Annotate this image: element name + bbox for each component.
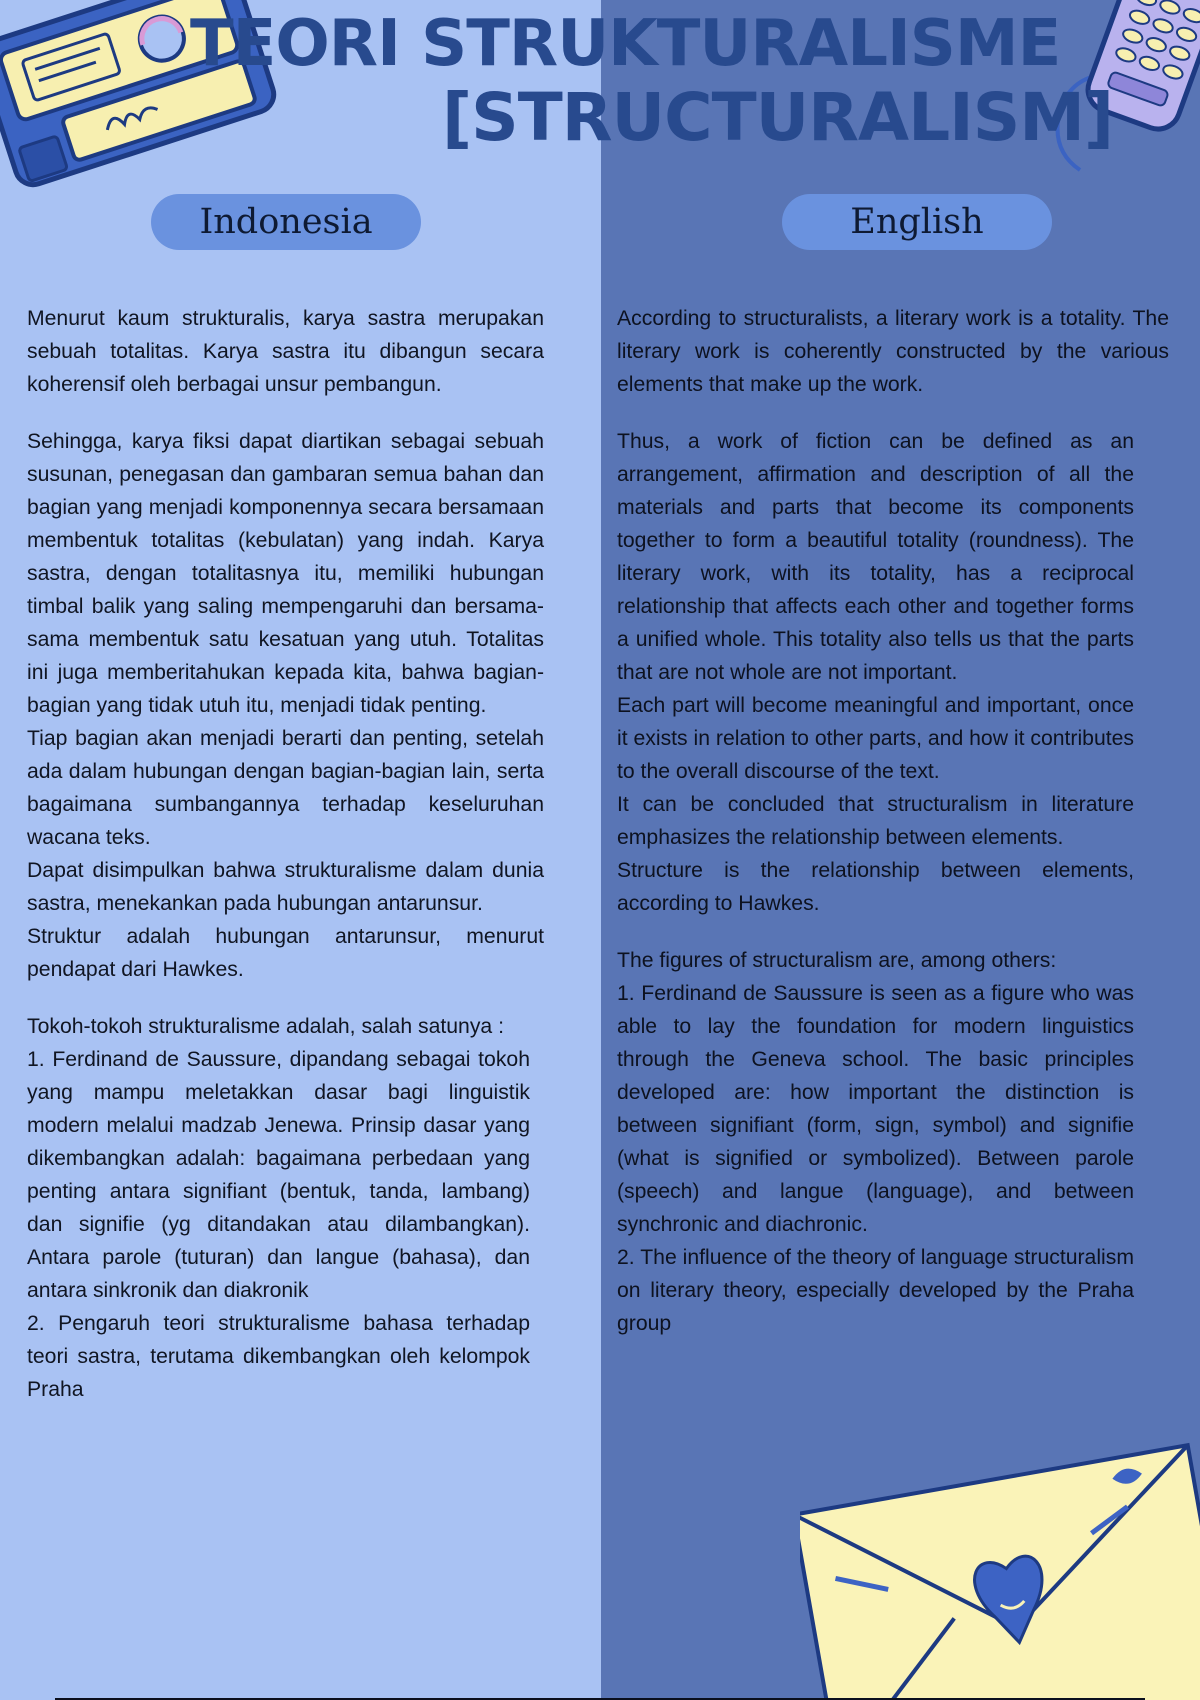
indonesia-label: Indonesia (151, 194, 421, 250)
english-paragraph-7: 1. Ferdinand de Saussure is seen as a figure who was able to lay the foundation for modern linguistics through the Geneva school. The basic principles developed are: how important the distinction is between signifiant (form, sign, symbol) and signifie (what is signified or symbolized). Between parole (speech) and langue (language), and between synchronic and diachronic. (617, 982, 1134, 1236)
indonesia-paragraph-4: Dapat disimpulkan bahwa strukturalisme dalam dunia sastra, menekankan pada hubungan antarunsur. (27, 859, 544, 915)
indonesia-paragraph-7: 1. Ferdinand de Saussure, dipandang sebagai tokoh yang mampu meletakkan dasar bagi linguistik modern melalui madzab Jenewa. Prinsip dasar yang dikembangkan adalah: bagaimana perbedaan yang penting antara signifiant (bentuk, tanda, lambang) dan signifie (yg ditandakan atau dilambangkan). Antara parole (tuturan) dan langue (bahasa), dan antara sinkronik dan diakronik (27, 1048, 530, 1302)
indonesia-paragraph-8: 2. Pengaruh teori strukturalisme bahasa terhadap teori sastra, terutama dikembangkan oleh kelompok Praha (27, 1312, 530, 1401)
english-text-column (617, 302, 1169, 1340)
english-paragraph-3: Each part will become meaningful and important, once it exists in relation to other parts, and how it contributes to the overall discourse of the text. (617, 694, 1135, 783)
indonesia-text-column (27, 302, 544, 1406)
english-paragraph-6: The figures of structuralism are, among others: (617, 949, 1057, 972)
title-line-2: [STRUCTURALISM] (442, 79, 1114, 156)
indonesia-paragraph-3: Tiap bagian akan menjadi berarti dan penting, setelah ada dalam hubungan dengan bagian-bagian lain, serta bagaimana sumbangannya terhadap keseluruhan wacana teks. (27, 727, 544, 849)
english-paragraph-8: 2. The influence of the theory of language structuralism on literary theory, especially developed by the Praha group (617, 1246, 1134, 1335)
indonesia-paragraph-6: Tokoh-tokoh strukturalisme adalah, salah satunya : (27, 1015, 504, 1038)
english-label: English (782, 194, 1052, 250)
indonesia-paragraph-5: Struktur adalah hubungan antarunsur, menurut pendapat dari Hawkes. (27, 925, 544, 981)
english-paragraph-2: Thus, a work of fiction can be defined as an arrangement, affirmation and description of all the materials and parts that become its components together to form a beautiful totality (roundness). The literary work, with its totality, has a reciprocal relationship that affects each other and together forms a unified whole. This totality also tells us that the parts that are not whole are not important. (617, 430, 1134, 684)
envelope-heart-icon (800, 1440, 1200, 1700)
indonesia-paragraph-2: Sehingga, karya fiksi dapat diartikan sebagai sebuah susunan, penegasan dan gambaran semua bahan dan bagian yang menjadi komponennya secara bersamaan membentuk totalitas (kebulatan) yang indah. Karya sastra, dengan totalitasnya itu, memiliki hubungan timbal balik yang saling mempengaruhi dan bersama-sama membentuk satu kesatuan yang utuh. Totalitas ini juga memberitahukan kepada kita, bahwa bagian-bagian yang tidak utuh itu, menjadi tidak penting. (27, 430, 544, 717)
english-paragraph-1: According to structuralists, a literary work is a totality. The literary work is coherently constructed by the various elements that make up the work. (617, 307, 1169, 396)
english-paragraph-4: It can be concluded that structuralism in literature emphasizes the relationship between elements. (617, 793, 1134, 849)
title-line-1: TEORI STRUKTURALISME (190, 7, 1061, 81)
english-paragraph-5: Structure is the relationship between elements, according to Hawkes. (617, 859, 1134, 915)
indonesia-paragraph-1: Menurut kaum strukturalis, karya sastra merupakan sebuah totalitas. Karya sastra itu dibangun secara koherensif oleh berbagai unsur pembangun. (27, 307, 544, 396)
